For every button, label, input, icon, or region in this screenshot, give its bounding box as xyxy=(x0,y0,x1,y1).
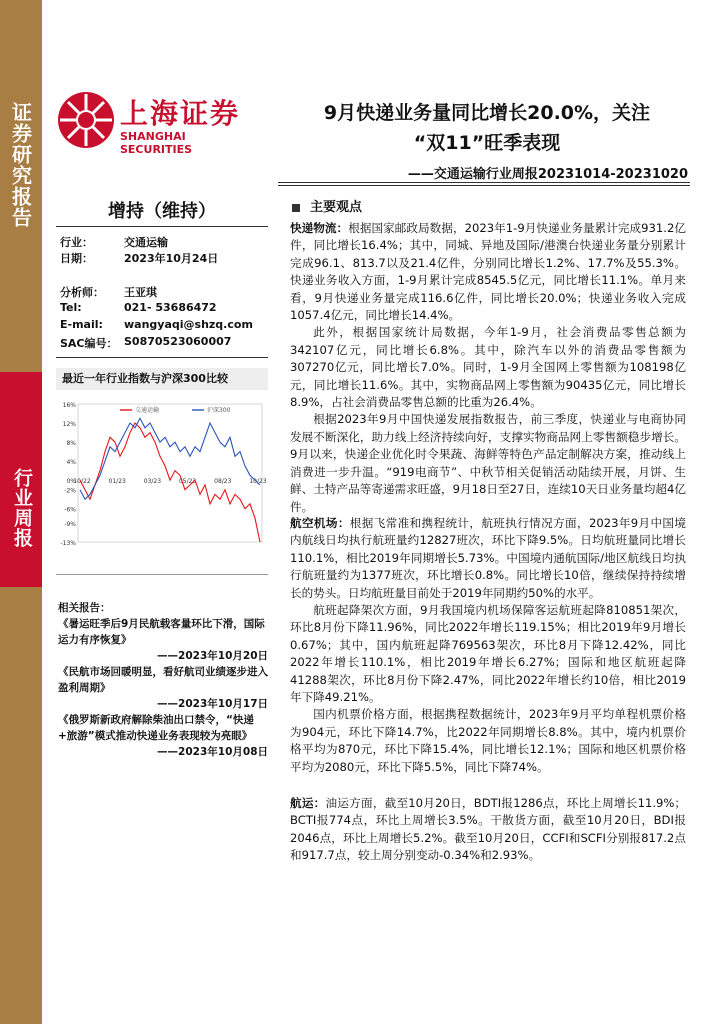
y-tick-label: -13% xyxy=(60,540,76,547)
express-paragraph-1 xyxy=(290,220,686,324)
series-line-2 xyxy=(80,418,260,499)
y-tick-label: 12% xyxy=(62,421,76,429)
divider xyxy=(56,357,268,358)
industry-value: 交通运输 xyxy=(124,236,168,249)
legend-label: 沪深300 xyxy=(207,407,231,414)
y-tick-label: -6% xyxy=(64,506,76,514)
section-type-label: 行业周报 xyxy=(11,468,33,548)
rating: 增持（维持） xyxy=(108,201,216,222)
divider xyxy=(278,182,690,183)
y-tick-label: 8% xyxy=(66,440,76,448)
related-report-date: ——2023年10月08日 xyxy=(157,746,268,758)
email-label: E-mail: xyxy=(60,318,103,331)
report-subtitle: ——交通运输行业周报20231014-20231020 xyxy=(407,167,688,182)
related-report-2[interactable] xyxy=(58,664,268,712)
x-tick-label: 10/23 xyxy=(249,478,267,486)
related-report-title: 《暑运旺季后9月民航载客量环比下滑，国际运力有序恢复》 xyxy=(58,618,265,646)
express-paragraph-2: 此外，根据国家统计局数据，今年1-9月，社会消费品零售总额为342107亿元，同比增长6.8%。其中，除汽车以外的消费品零售额为307270亿元，同比增长7.0%。同时，1-9月全国网上零售额为108198亿元，同比增长11.6%。其中，实物商品网上零售额为90435亿元，同比增长8.9%，占社会消费品零售总额的比重为26.4%。 xyxy=(290,325,686,410)
related-report-date: ——2023年10月20日 xyxy=(157,650,268,662)
y-tick-label: 4% xyxy=(66,459,76,467)
aviation-section xyxy=(290,515,686,776)
divider xyxy=(56,226,268,227)
company-logo xyxy=(56,90,256,156)
y-tick-label: -2% xyxy=(64,487,76,495)
related-report-3[interactable] xyxy=(58,712,268,760)
y-tick-label: -9% xyxy=(64,520,76,528)
x-tick-label: 08/23 xyxy=(214,478,232,486)
analyst-value: 王亚琪 xyxy=(124,286,157,299)
analyst-label: 分析师： xyxy=(60,286,104,299)
plot-frame xyxy=(78,404,262,542)
tel-label: Tel: xyxy=(60,301,82,314)
aviation-lead: 航空机场： xyxy=(290,516,350,530)
x-tick-label: 03/23 xyxy=(143,478,162,486)
related-report-date: ——2023年10月17日 xyxy=(157,698,268,710)
express-text-1: 根据国家邮政局数据，2023年1-9月快递业务量累计完成931.2亿件，同比增长16.4%；其中，同城、异地及国际/港澳台快递业务量分别累计完成96.1、813.7以及21.4亿件，分别同比增长1.2%、17.7%及55.3%。快递业务收入方面，1-9月累计完成8545.5亿元，同比增长11.1%。单月来看，9月快递业务量完成116.6亿件，同比增长20.0%；快递业务收入完成1057.4亿元，同比增长14.4%。 xyxy=(290,221,686,323)
report-type-label: 证券研究报告 xyxy=(8,102,33,228)
sac-label: SAC编号： xyxy=(60,337,118,350)
shipping-paragraph-1 xyxy=(290,795,686,865)
divider xyxy=(56,574,268,575)
related-report-title: 《俄罗斯新政府解除柴油出口禁令，“快递+旅游”模式推动快递业务表现较为亮眼》 xyxy=(58,714,254,742)
x-tick-label: 01/23 xyxy=(108,478,126,486)
related-label: 相关报告： xyxy=(58,602,111,614)
shipping-section xyxy=(290,795,686,865)
related-report-title: 《民航市场回暖明显，看好航司业绩逐步进入盈利周期》 xyxy=(58,666,268,694)
logo-emblem-icon xyxy=(56,90,116,150)
divider xyxy=(278,185,690,186)
y-tick-label: 0% xyxy=(66,478,76,486)
sidebar-top xyxy=(0,88,42,288)
report-title-line1: 9月快递业务量同比增长20.0%，关注 xyxy=(323,102,651,124)
related-reports xyxy=(58,600,268,760)
express-paragraph-3: 根据2023年9月中国快递发展指数报告，前三季度，快递业与电商协同发展不断深化，助力线上经济持续向好，支撑实物商品网上零售额稳步增长。9月以来，快递企业优化时令果蔬、海鲜等特色产品定制解决方案，推动线上消费进一步升温。“919电商节”、中秋节相关促销活动陆续开展，月饼、生鲜、土特产品等寄递需求旺盛，9月18日至27日，连续10天日业务量均超4亿件。 xyxy=(290,412,686,514)
section-heading xyxy=(292,196,362,215)
index-chart xyxy=(56,368,268,580)
sidebar-section xyxy=(0,372,42,587)
chart-title: 最近一年行业指数与沪深300比较 xyxy=(56,368,268,390)
square-bullet-icon xyxy=(292,204,300,212)
shipping-lead: 航运： xyxy=(290,796,326,810)
industry-label: 行业： xyxy=(60,236,93,249)
section-heading-text: 主要观点 xyxy=(310,200,363,215)
y-tick-label: 16% xyxy=(62,402,76,409)
logo-text-en: SHANGHAI SECURITIES xyxy=(120,130,193,156)
date-label: 日期： xyxy=(60,252,93,265)
related-report-1[interactable] xyxy=(58,616,268,664)
chart-canvas xyxy=(56,392,268,578)
date-value: 2023年10月24日 xyxy=(124,252,219,265)
aviation-text-1: 根据飞常准和携程统计，航班执行情况方面，2023年9月中国境内航线日均执行航班量约12827班次，环比下降9.5%。日均航班量同比增长110.1%，相比2019年同期增长5.73%。中国境内通航国际/地区航线日均执行航班量约为1377班次，环比增长0.8%。同比增长10倍，继续保持持续增长的势头。日均航班量目前处于2019年同期约50%的水平。 xyxy=(290,516,686,600)
aviation-paragraph-3: 国内机票价格方面，根据携程数据统计，2023年9月平均单程机票价格为904元，环比下降14.7%，比2022年同期增长8.8%。其中，境内机票价格平均为870元，环比下降15.4%，同比增长12.1%；国际和地区机票价格平均为2080元，环比下降5.5%，同比下降74%。 xyxy=(290,707,686,774)
x-tick-label: 10/22 xyxy=(73,478,91,486)
email-value: wangyaqi@shzq.com xyxy=(124,318,253,331)
sac-value: S0870523060007 xyxy=(124,335,232,348)
aviation-paragraph-1 xyxy=(290,515,686,602)
report-title-line2: “双11”旺季表现 xyxy=(413,132,561,154)
aviation-paragraph-2: 航班起降架次方面，9月我国境内机场保障客运航班起降810851架次，环比8月份下降11.96%，同比2022年增长119.15%；相比2019年9月增长0.67%；其中，国内航班起降769563架次，环比8月下降12.42%，同比2022年增长110.1%，相比2019年增长6.27%；国际和地区航班起降41288架次，环比8月份下降2.47%，同比2022年增长约10倍，相比2019年下降49.21%。 xyxy=(290,603,686,705)
shipping-text-1: 油运方面，截至10月20日，BDTI报1286点，环比上周增长11.9%；BCTI报774点，环比上周增长3.5%。干散货方面，截至10月20日，BDI报2046点，环比上周增长5.2%。截至10月20日，CCFI和SCFI分别报817.2点和917.7点，较上周分别变动-0.34%和2.93%。 xyxy=(290,796,686,863)
legend-label: 交通运输 xyxy=(135,407,160,414)
express-lead: 快递物流： xyxy=(290,221,349,235)
x-tick-label: 05/23 xyxy=(178,478,197,486)
express-section xyxy=(290,220,686,516)
tel-value: 021- 53686472 xyxy=(124,301,217,314)
series-line-1 xyxy=(80,423,260,542)
logo-text-cn: 上海证券 xyxy=(120,97,241,130)
